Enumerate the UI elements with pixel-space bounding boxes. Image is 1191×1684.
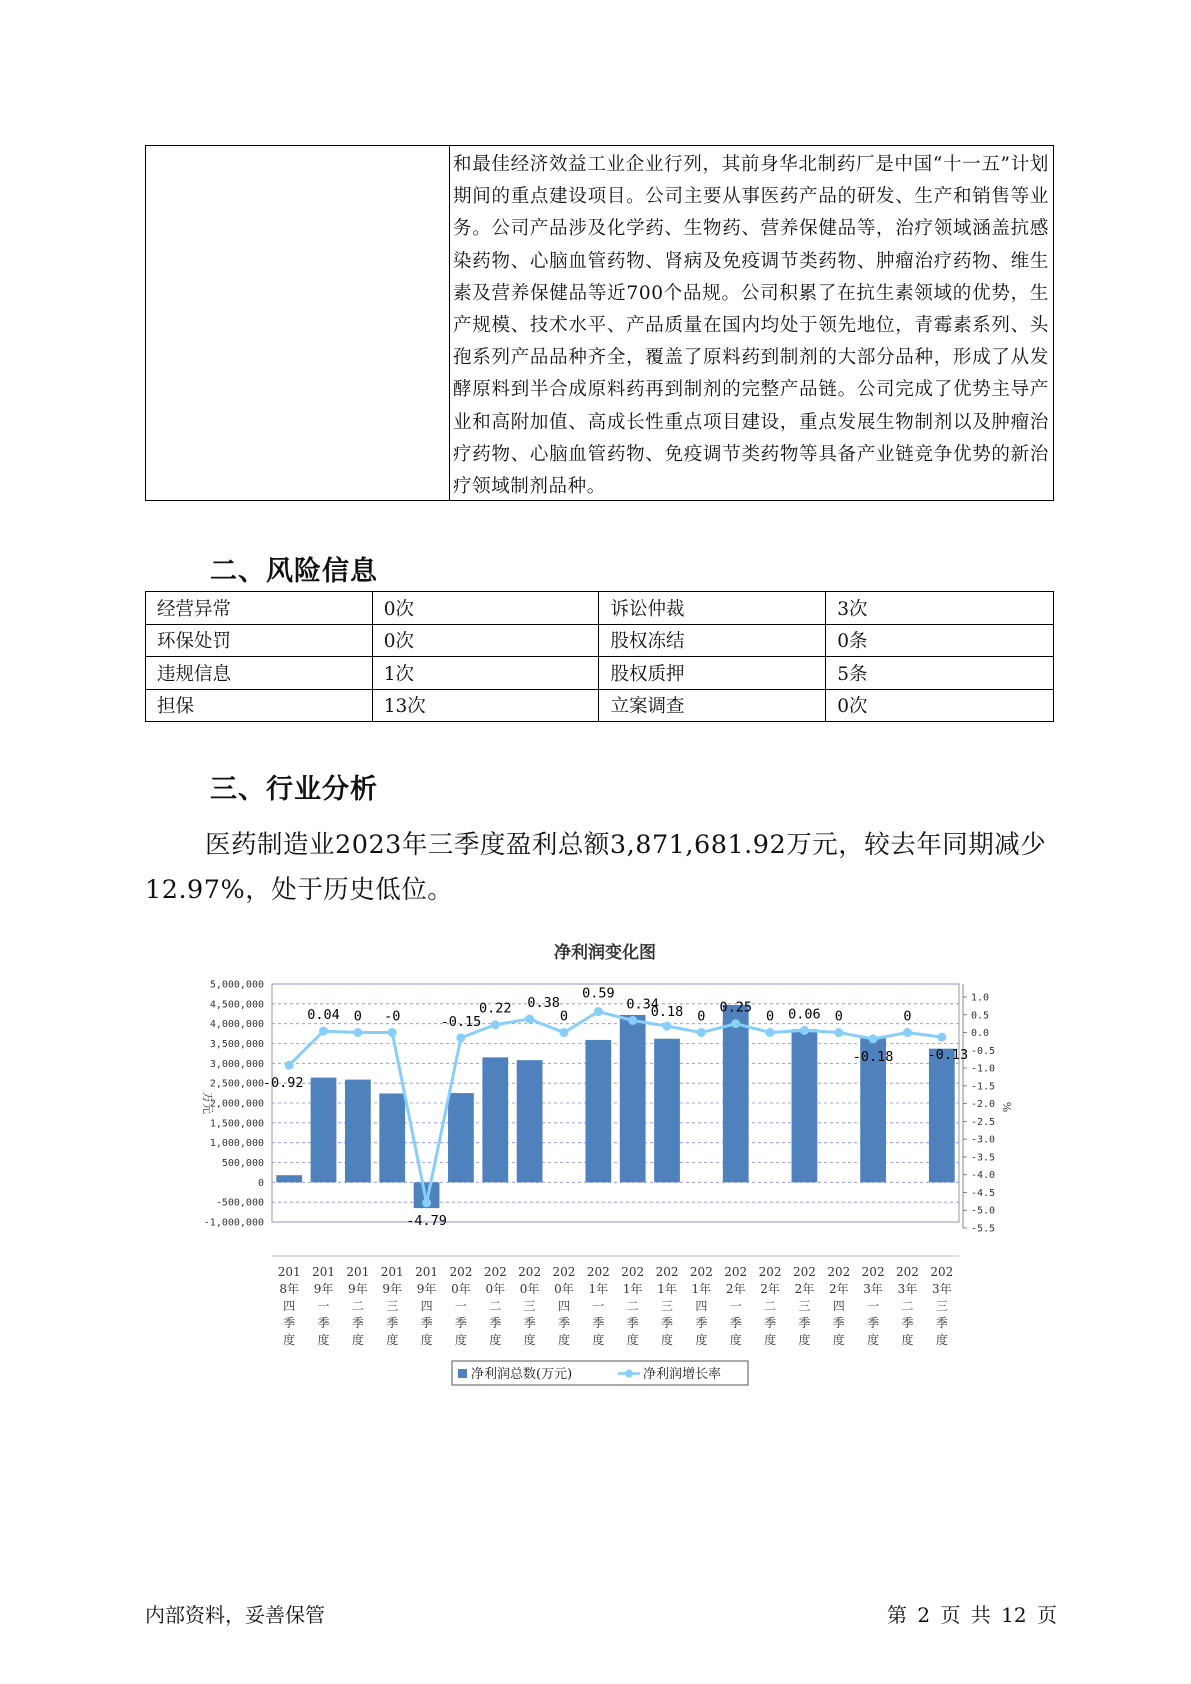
x-tick-label: 9年 [416, 1282, 437, 1296]
data-label: -0.18 [852, 1048, 894, 1065]
data-label: 0.04 [307, 1007, 340, 1024]
x-tick-label: 度 [557, 1333, 570, 1347]
table-row [146, 624, 1054, 657]
y2-tick-label: -5.0 [971, 1205, 996, 1217]
x-tick-label: 9年 [348, 1282, 368, 1296]
risk-heading: 二、风险信息 [210, 556, 378, 587]
footer-note: 内部资料，妥善保管 [145, 1603, 325, 1627]
x-tick-label: 一 [867, 1299, 880, 1313]
x-tick-label: 201 [380, 1265, 404, 1279]
growth-point [525, 1015, 534, 1024]
growth-point [319, 1027, 328, 1036]
risk-label: 股权质押 [599, 657, 826, 690]
x-tick-label: 202 [586, 1265, 610, 1279]
x-tick-label: 0年 [485, 1282, 506, 1296]
growth-point [353, 1028, 362, 1037]
x-tick-label: 202 [896, 1265, 919, 1279]
x-tick-label: 度 [661, 1333, 674, 1347]
risk-label: 立案调查 [599, 689, 826, 722]
y2-tick-label: -1.5 [971, 1081, 996, 1093]
y-tick-label: 1,000,000 [209, 1138, 264, 1150]
x-tick-label: 二 [764, 1299, 777, 1313]
x-tick-label: 202 [689, 1265, 713, 1279]
risk-value: 0条 [826, 624, 1054, 657]
y-tick-label: 2,000,000 [209, 1098, 264, 1110]
x-tick-label: 202 [724, 1265, 748, 1279]
data-label: -0.13 [927, 1047, 969, 1064]
x-tick-label: 季 [626, 1316, 639, 1330]
data-label: 0.18 [650, 1004, 684, 1021]
legend-bar-swatch [458, 1369, 467, 1378]
x-tick-label: 一 [454, 1299, 467, 1313]
page-number: 第 2 页 共 12 页 [887, 1603, 1057, 1627]
x-tick-label: 3年 [897, 1282, 918, 1296]
data-label: -0.92 [262, 1075, 304, 1092]
bar [620, 1015, 646, 1182]
y-tick-label: 3,000,000 [209, 1058, 264, 1070]
data-label: 0 [697, 1008, 706, 1025]
x-tick-label: 2年 [725, 1282, 746, 1296]
risk-label: 股权冻结 [599, 624, 826, 657]
x-tick-label: 1年 [588, 1282, 609, 1296]
table-row [146, 592, 1054, 625]
x-tick-label: 季 [317, 1316, 330, 1330]
y2-tick-label: -3.0 [971, 1134, 996, 1146]
y-tick-label: 4,500,000 [209, 999, 264, 1011]
x-tick-label: 度 [832, 1333, 845, 1347]
chart-title: 净利润变化图 [554, 943, 656, 963]
x-tick-label: 9年 [382, 1282, 403, 1296]
x-tick-label: 202 [483, 1265, 507, 1279]
data-label: 0 [766, 1008, 775, 1025]
x-tick-label: 201 [415, 1265, 439, 1279]
bar [929, 1049, 955, 1183]
intro-text: 和最佳经济效益工业企业行列，其前身华北制药厂是中国“十一五”计划期间的重点建设项目。公司主要从事医药产品的研发、生产和销售等业务。公司产品涉及化学药、生物药、营养保健品等，治疗领域涵盖抗感染药物、心脑血管药物、肾病及免疫调节类药物、肿瘤治疗药物、维生素及营养保健品等近700个品规。公司积累了在抗生素领域的优势，生产规模、技术水平、产品质量在国内均处于领先地位，青霉素系列、头孢系列产品品种齐全，覆盖了原料药到制剂的大部分品种，形成了从发酵原料到半合成原料药再到制剂的完整产品链。公司完成了优势主导产业和高附加值、高成长性重点项目建设，重点发展生物制剂以及肿瘤治疗药物、心脑血管药物、免疫调节类药物等具备产业链竞争优势的新治疗领域制剂品种。 [453, 154, 1049, 498]
x-tick-label: 0年 [519, 1282, 540, 1296]
data-label: 0.38 [527, 995, 560, 1012]
growth-point [422, 1198, 431, 1207]
risk-label: 环保处罚 [146, 624, 373, 657]
risk-value: 0次 [826, 689, 1054, 722]
x-tick-label: 二 [351, 1299, 364, 1313]
y2-tick-label: 0.5 [971, 1010, 990, 1022]
growth-point [800, 1026, 809, 1035]
x-tick-label: 8年 [279, 1282, 299, 1296]
risk-value: 13次 [372, 689, 599, 722]
y2-tick-label: -2.0 [971, 1099, 996, 1111]
y2-tick-label: -2.5 [971, 1116, 996, 1128]
x-tick-label: 202 [518, 1265, 542, 1279]
y2-tick-label: 0.0 [971, 1028, 990, 1040]
y2-tick-label: 1.0 [971, 992, 990, 1004]
x-tick-label: 1年 [622, 1282, 643, 1296]
x-tick-label: 度 [523, 1333, 536, 1347]
x-tick-label: 度 [351, 1333, 364, 1347]
y2-tick-label: -3.5 [971, 1152, 996, 1164]
x-tick-label: 度 [729, 1333, 742, 1347]
y-tick-label: -1,000,000 [203, 1217, 264, 1229]
bar [792, 1029, 818, 1182]
growth-point [628, 1016, 637, 1025]
bar [482, 1057, 508, 1182]
data-label: 0.06 [788, 1006, 821, 1023]
risk-label: 经营异常 [146, 592, 373, 625]
x-tick-label: 四 [283, 1299, 296, 1313]
x-tick-label: 度 [592, 1333, 605, 1347]
x-tick-label: 度 [454, 1333, 467, 1347]
table-row [146, 689, 1054, 722]
x-tick-label: 三 [661, 1299, 674, 1313]
data-label: 0.59 [582, 985, 615, 1002]
x-tick-label: 202 [930, 1265, 954, 1279]
x-tick-label: 三 [798, 1299, 811, 1313]
x-tick-label: 2年 [760, 1282, 780, 1296]
x-tick-label: 季 [351, 1316, 364, 1330]
risk-value: 5条 [826, 657, 1054, 690]
x-tick-label: 0年 [554, 1282, 574, 1296]
growth-point [388, 1028, 397, 1037]
x-tick-label: 202 [621, 1265, 645, 1279]
x-tick-label: 202 [449, 1265, 473, 1279]
data-label: -0.15 [440, 1013, 482, 1030]
x-tick-label: 2年 [794, 1282, 815, 1296]
x-tick-label: 季 [867, 1316, 880, 1330]
risk-label: 担保 [146, 689, 373, 722]
x-tick-label: 四 [557, 1299, 570, 1313]
risk-value: 3次 [826, 592, 1054, 625]
legend-bar-label: 净利润总数(万元) [471, 1367, 573, 1382]
x-tick-label: 3年 [932, 1282, 952, 1296]
y2-tick-label: -4.0 [971, 1170, 996, 1182]
x-tick-label: 度 [798, 1333, 811, 1347]
risk-label: 违规信息 [146, 657, 373, 690]
x-tick-label: 三 [386, 1299, 399, 1313]
x-tick-label: 季 [489, 1316, 502, 1330]
x-tick-label: 二 [626, 1299, 639, 1313]
y-tick-label: 0 [257, 1177, 264, 1189]
x-tick-label: 一 [729, 1299, 742, 1313]
growth-point [559, 1028, 568, 1037]
risk-value: 0次 [372, 624, 599, 657]
x-tick-label: 季 [523, 1316, 536, 1330]
x-tick-label: 季 [283, 1316, 296, 1330]
bar [311, 1078, 337, 1183]
company-intro-table [145, 145, 1054, 501]
x-tick-label: 季 [764, 1316, 777, 1330]
x-tick-label: 季 [557, 1316, 570, 1330]
x-tick-label: 季 [729, 1316, 742, 1330]
risk-value: 0次 [372, 592, 599, 625]
x-tick-label: 季 [832, 1316, 845, 1330]
growth-point [869, 1034, 878, 1043]
x-tick-label: 度 [695, 1333, 708, 1347]
data-label: 0 [834, 1008, 843, 1025]
growth-point [731, 1019, 740, 1028]
bar [723, 1005, 749, 1182]
y-tick-label: 3,500,000 [209, 1039, 264, 1050]
growth-point [663, 1022, 672, 1031]
y-axis-title: 万元 [201, 1092, 214, 1114]
net-profit-chart [190, 932, 1020, 1402]
x-tick-label: 度 [386, 1333, 399, 1347]
x-tick-label: 二 [901, 1299, 914, 1313]
x-tick-label: 季 [935, 1316, 948, 1330]
data-label: 0.22 [479, 1000, 512, 1017]
x-tick-label: 3年 [863, 1282, 883, 1296]
growth-point [903, 1028, 912, 1037]
x-tick-label: 二 [489, 1299, 502, 1313]
risk-label: 诉讼仲裁 [599, 592, 826, 625]
x-tick-label: 201 [346, 1265, 370, 1279]
y-tick-label: -500,000 [215, 1197, 264, 1209]
risk-table [145, 591, 1054, 722]
bar [345, 1080, 371, 1183]
x-tick-label: 度 [901, 1333, 914, 1347]
y-tick-label: 4,000,000 [209, 1019, 264, 1031]
x-tick-label: 202 [861, 1265, 885, 1279]
y2-tick-label: -4.5 [971, 1187, 996, 1199]
growth-point [491, 1020, 500, 1029]
x-tick-label: 季 [454, 1316, 467, 1330]
legend-line-label: 净利润增长率 [643, 1367, 722, 1382]
x-tick-label: 202 [792, 1265, 816, 1279]
x-tick-label: 202 [827, 1265, 851, 1279]
growth-point [285, 1061, 294, 1070]
x-tick-label: 季 [901, 1316, 914, 1330]
industry-paragraph: 医药制造业2023年三季度盈利总额3,871,681.92万元，较去年同期减少12.97%，处于历史低位。 [145, 830, 1047, 905]
x-tick-label: 9年 [313, 1282, 334, 1296]
x-tick-label: 季 [386, 1316, 399, 1330]
x-tick-label: 201 [277, 1265, 301, 1279]
x-tick-label: 度 [935, 1333, 948, 1347]
y2-tick-label: -5.5 [971, 1223, 996, 1235]
bar [276, 1175, 302, 1182]
y-tick-label: 5,000,000 [209, 979, 264, 991]
bar [585, 1040, 611, 1182]
x-tick-label: 季 [420, 1316, 433, 1330]
growth-point [594, 1007, 603, 1016]
x-tick-label: 三 [935, 1299, 948, 1313]
x-tick-label: 度 [489, 1333, 502, 1347]
bar [379, 1093, 405, 1182]
data-label: 0 [903, 1008, 912, 1025]
growth-point [697, 1028, 706, 1037]
data-label: 0 [353, 1008, 362, 1025]
x-tick-label: 四 [832, 1299, 845, 1313]
data-label: -0 [384, 1008, 401, 1025]
data-label: 0.34 [626, 996, 659, 1013]
legend-line-marker [625, 1370, 633, 1378]
x-tick-label: 四 [420, 1299, 433, 1313]
x-tick-label: 季 [798, 1316, 811, 1330]
data-label: 0.25 [719, 999, 752, 1016]
x-tick-label: 一 [317, 1299, 330, 1313]
x-tick-label: 季 [592, 1316, 605, 1330]
y2-tick-label: -0.5 [971, 1045, 996, 1057]
x-tick-label: 202 [552, 1265, 576, 1279]
x-tick-label: 度 [317, 1333, 330, 1347]
x-tick-label: 0年 [451, 1282, 471, 1296]
bar [654, 1039, 680, 1183]
x-tick-label: 季 [661, 1316, 674, 1330]
growth-point [834, 1028, 843, 1037]
y-tick-label: 1,500,000 [209, 1118, 264, 1130]
x-tick-label: 1年 [691, 1282, 712, 1296]
y-tick-label: 2,500,000 [209, 1078, 264, 1090]
x-tick-label: 202 [758, 1265, 782, 1279]
x-tick-label: 度 [867, 1333, 880, 1347]
table-row [146, 657, 1054, 690]
x-tick-label: 三 [523, 1299, 536, 1313]
bar [517, 1060, 543, 1182]
x-tick-label: 201 [312, 1265, 335, 1279]
chart-svg [190, 932, 1020, 1402]
x-tick-label: 度 [283, 1333, 296, 1347]
x-tick-label: 2年 [828, 1282, 849, 1296]
x-tick-label: 202 [655, 1265, 679, 1279]
x-tick-label: 一 [592, 1299, 605, 1313]
growth-point [937, 1033, 946, 1042]
x-tick-label: 度 [626, 1333, 639, 1347]
y-tick-label: 500,000 [221, 1158, 264, 1169]
x-tick-label: 季 [695, 1316, 708, 1330]
growth-point [766, 1028, 775, 1037]
x-tick-label: 四 [695, 1299, 708, 1313]
risk-value: 1次 [372, 657, 599, 690]
bar [448, 1093, 474, 1182]
industry-heading: 三、行业分析 [210, 774, 378, 805]
data-label: 0 [559, 1008, 569, 1025]
x-tick-label: 度 [764, 1333, 777, 1347]
data-label: -4.79 [406, 1212, 447, 1229]
x-tick-label: 1年 [657, 1282, 677, 1296]
intro-label-cell [146, 146, 450, 500]
growth-point [456, 1033, 465, 1042]
y2-axis-title: % [1000, 1101, 1013, 1113]
x-tick-label: 度 [420, 1333, 433, 1347]
y2-tick-label: -1.0 [971, 1063, 996, 1075]
